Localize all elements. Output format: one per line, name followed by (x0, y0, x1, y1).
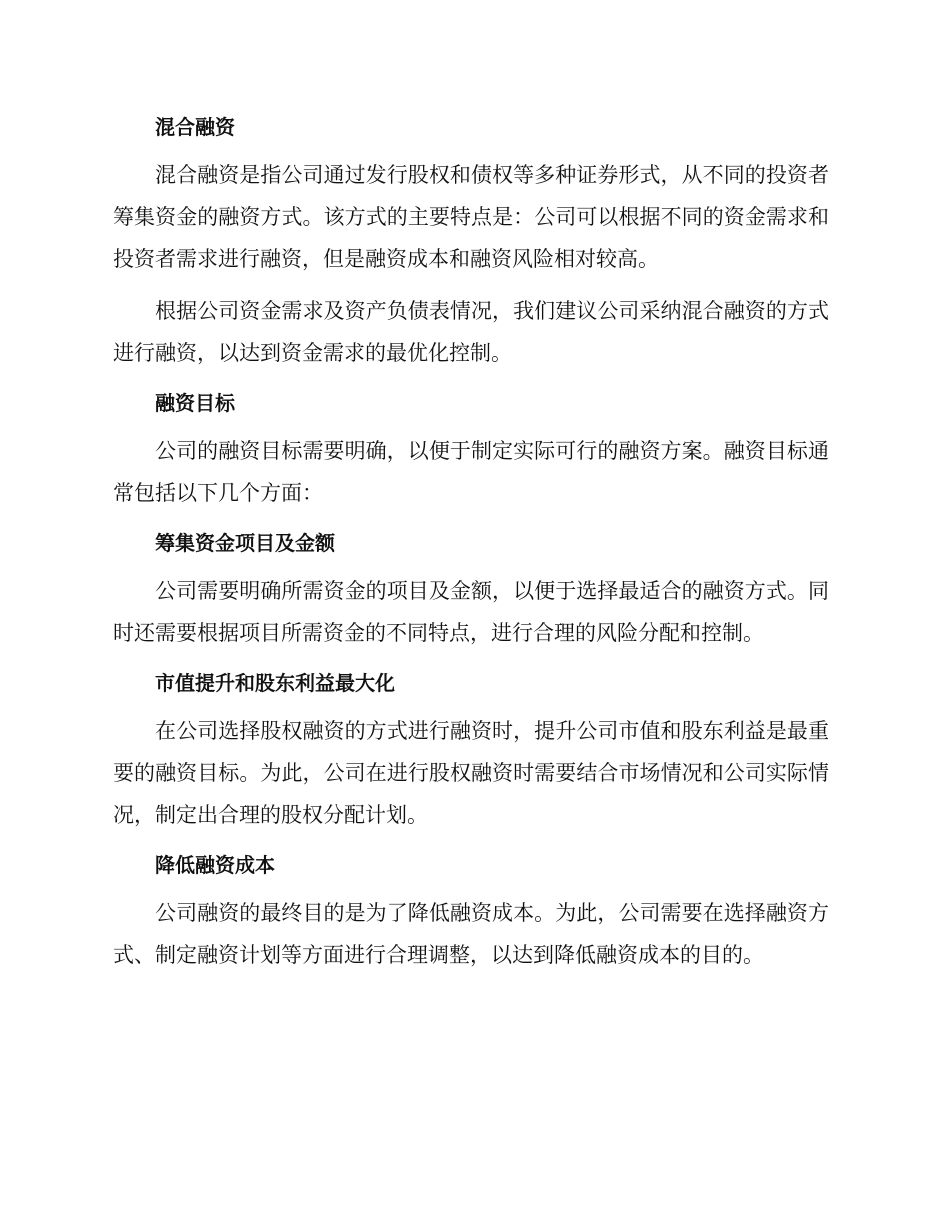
section-heading-market-value: 市值提升和股东利益最大化 (155, 671, 395, 695)
paragraph: 在公司选择股权融资的方式进行融资时，提升公司市值和股东利益是最重要的融资目标。为此，公司在进行股权融资时需要结合市场情况和公司实际情况，制定出合理的股权分配计划。 (113, 719, 829, 827)
section-heading-financing-goals: 融资目标 (155, 391, 235, 415)
section-heading-mixed-financing: 混合融资 (155, 115, 235, 139)
paragraph: 公司融资的最终目的是为了降低融资成本。为此，公司需要在选择融资方式、制定融资计划等方面进行合理调整，以达到降低融资成本的目的。 (113, 901, 829, 967)
paragraph: 公司的融资目标需要明确，以便于制定实际可行的融资方案。融资目标通常包括以下几个方面： (113, 439, 829, 505)
section-heading-project-funding: 筹集资金项目及金额 (155, 531, 335, 555)
paragraph: 根据公司资金需求及资产负债表情况，我们建议公司采纳混合融资的方式进行融资，以达到资金需求的最优化控制。 (113, 299, 829, 365)
section-heading-reduce-cost: 降低融资成本 (155, 853, 275, 877)
paragraph: 混合融资是指公司通过发行股权和债权等多种证券形式，从不同的投资者筹集资金的融资方式。该方式的主要特点是：公司可以根据不同的资金需求和投资者需求进行融资，但是融资成本和融资风险相对较高。 (113, 163, 829, 271)
paragraph: 公司需要明确所需资金的项目及金额，以便于选择最适合的融资方式。同时还需要根据项目所需资金的不同特点，进行合理的风险分配和控制。 (113, 579, 829, 645)
document-content (113, 108, 829, 986)
